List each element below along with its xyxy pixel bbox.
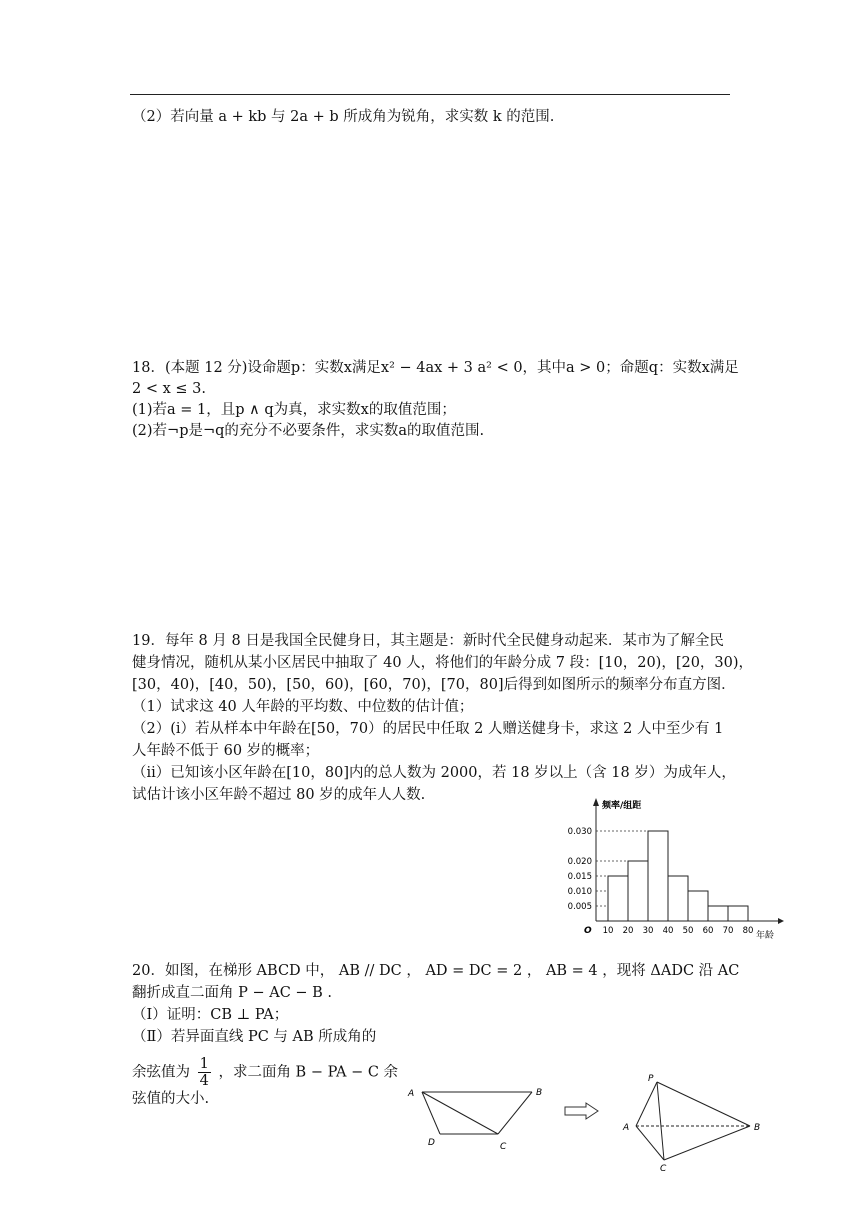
q19-part2-ii: （ⅱ）已知该小区年龄在[10，80]内的总人数为 2000，若 18 岁以上（含 18 岁）为成年人， [132,765,736,781]
q19-part2-i-cont: 人年龄不低于 60 岁的概率； [132,743,320,759]
q20-part2-cont [132,1056,398,1089]
q18-line2: 2 < x ≤ 3. [132,381,206,397]
q20-part1: （Ⅰ）证明：CB ⊥ PA； [132,1007,289,1023]
edge-PC [657,1082,664,1160]
x-tick-label: 20 [622,926,634,936]
fraction-denominator: 4 [199,1073,209,1089]
label-P: P [648,1074,654,1084]
x-axis-arrow-icon [778,918,784,924]
edge-PA [636,1082,657,1126]
edge-AD [422,1092,440,1134]
origin-label: O [584,926,592,936]
label-B: B [754,1123,761,1133]
histogram-bar [708,906,728,921]
y-tick-label: 0.015 [567,872,592,882]
q19-part2-i: （2）(ⅰ）若从样本中年龄在[50，70）的居民中任取 2 人赠送健身卡，求这 2 人中至少有 1 [132,721,724,737]
edge-CB [498,1092,532,1134]
x-tick-label: 10 [602,926,614,936]
x-tick-label: 50 [682,926,694,936]
q20-part2-end: 弦值的大小. [132,1091,210,1107]
edge-AC [422,1092,498,1134]
y-tick-label: 0.010 [567,887,592,897]
histogram-bar [688,891,708,921]
folded-tetrahedron-figure [618,1072,768,1172]
y-axis-arrow-icon [593,798,599,806]
label-A: A [408,1089,415,1099]
q18-line1: 18．(本题 12 分)设命题p：实数x满足x² − 4ax + 3 a² < 0，其中a > 0；命题q：实数x满足 [132,360,739,376]
histogram-bar [668,876,688,921]
q19-line2: 健身情况，随机从某小区居民中抽取了 40 人，将他们的年龄分成 7 段：[10，20)，[20，30)， [132,655,754,671]
q20-part2: （Ⅱ）若异面直线 PC 与 AB 所成角的 [132,1029,377,1045]
edge-CB [664,1126,750,1160]
edge-PB [657,1082,750,1126]
x-tick-label: 80 [742,926,754,936]
y-tick-label: 0.030 [567,827,592,837]
q19-line1: 19．每年 8 月 8 日是我国全民健身日，其主题是：新时代全民健身动起来．某市为了解全民 [132,633,724,649]
histogram-bar [628,861,648,921]
fraction-numerator: 1 [199,1056,209,1072]
right-arrow-icon [564,1102,600,1120]
label-A: A [623,1123,630,1133]
q20-cos-prefix: 余弦值为 [132,1064,190,1081]
y-axis-title: 频率/组距 [602,801,642,811]
frequency-histogram [556,792,786,944]
x-tick-label: 30 [642,926,654,936]
histogram-bar [608,876,628,921]
histogram-bar [648,831,668,921]
y-tick-label: 0.020 [567,857,592,867]
label-C: C [660,1164,667,1172]
q19-part2-ii-cont: 试估计该小区年龄不超过 80 岁的成年人人数. [132,787,426,803]
histogram-bar [728,906,748,921]
x-axis-title: 年龄 [756,931,775,941]
q17-part2: （2）若向量 a + kb 与 2a + b 所成角为锐角，求实数 k 的范围. [132,109,555,125]
label-B: B [536,1088,543,1098]
label-C: C [500,1142,507,1152]
y-tick-label: 0.005 [567,902,592,912]
trapezoid-figure [404,1082,554,1154]
q18-part1: (1)若a = 1，且p ∧ q为真，求实数x的取值范围； [132,402,456,418]
q20-cos-suffix: ，求二面角 B − PA − C 余 [218,1064,399,1081]
edge-AC [636,1126,664,1160]
q20-line1: 20．如图，在梯形 ABCD 中， AB // DC ， AD = DC = 2 ， AB = 4 ，现将 ΔADC 沿 AC [132,963,740,979]
x-tick-label: 70 [722,926,734,936]
header-rule [130,94,730,95]
fraction-one-quarter [198,1056,211,1089]
label-D: D [428,1138,435,1148]
q19-line3: [30，40)，[40，50)，[50，60)，[60，70)，[70，80]后得到如图所示的频率分布直方图． [132,677,736,693]
x-tick-label: 40 [662,926,674,936]
q19-part1: （1）试求这 40 人年龄的平均数、中位数的估计值； [132,699,474,715]
q20-line2: 翻折成直二面角 P − AC − B . [132,985,333,1001]
q18-part2: (2)若¬p是¬q的充分不必要条件，求实数a的取值范围. [132,423,485,439]
x-tick-label: 60 [702,926,714,936]
